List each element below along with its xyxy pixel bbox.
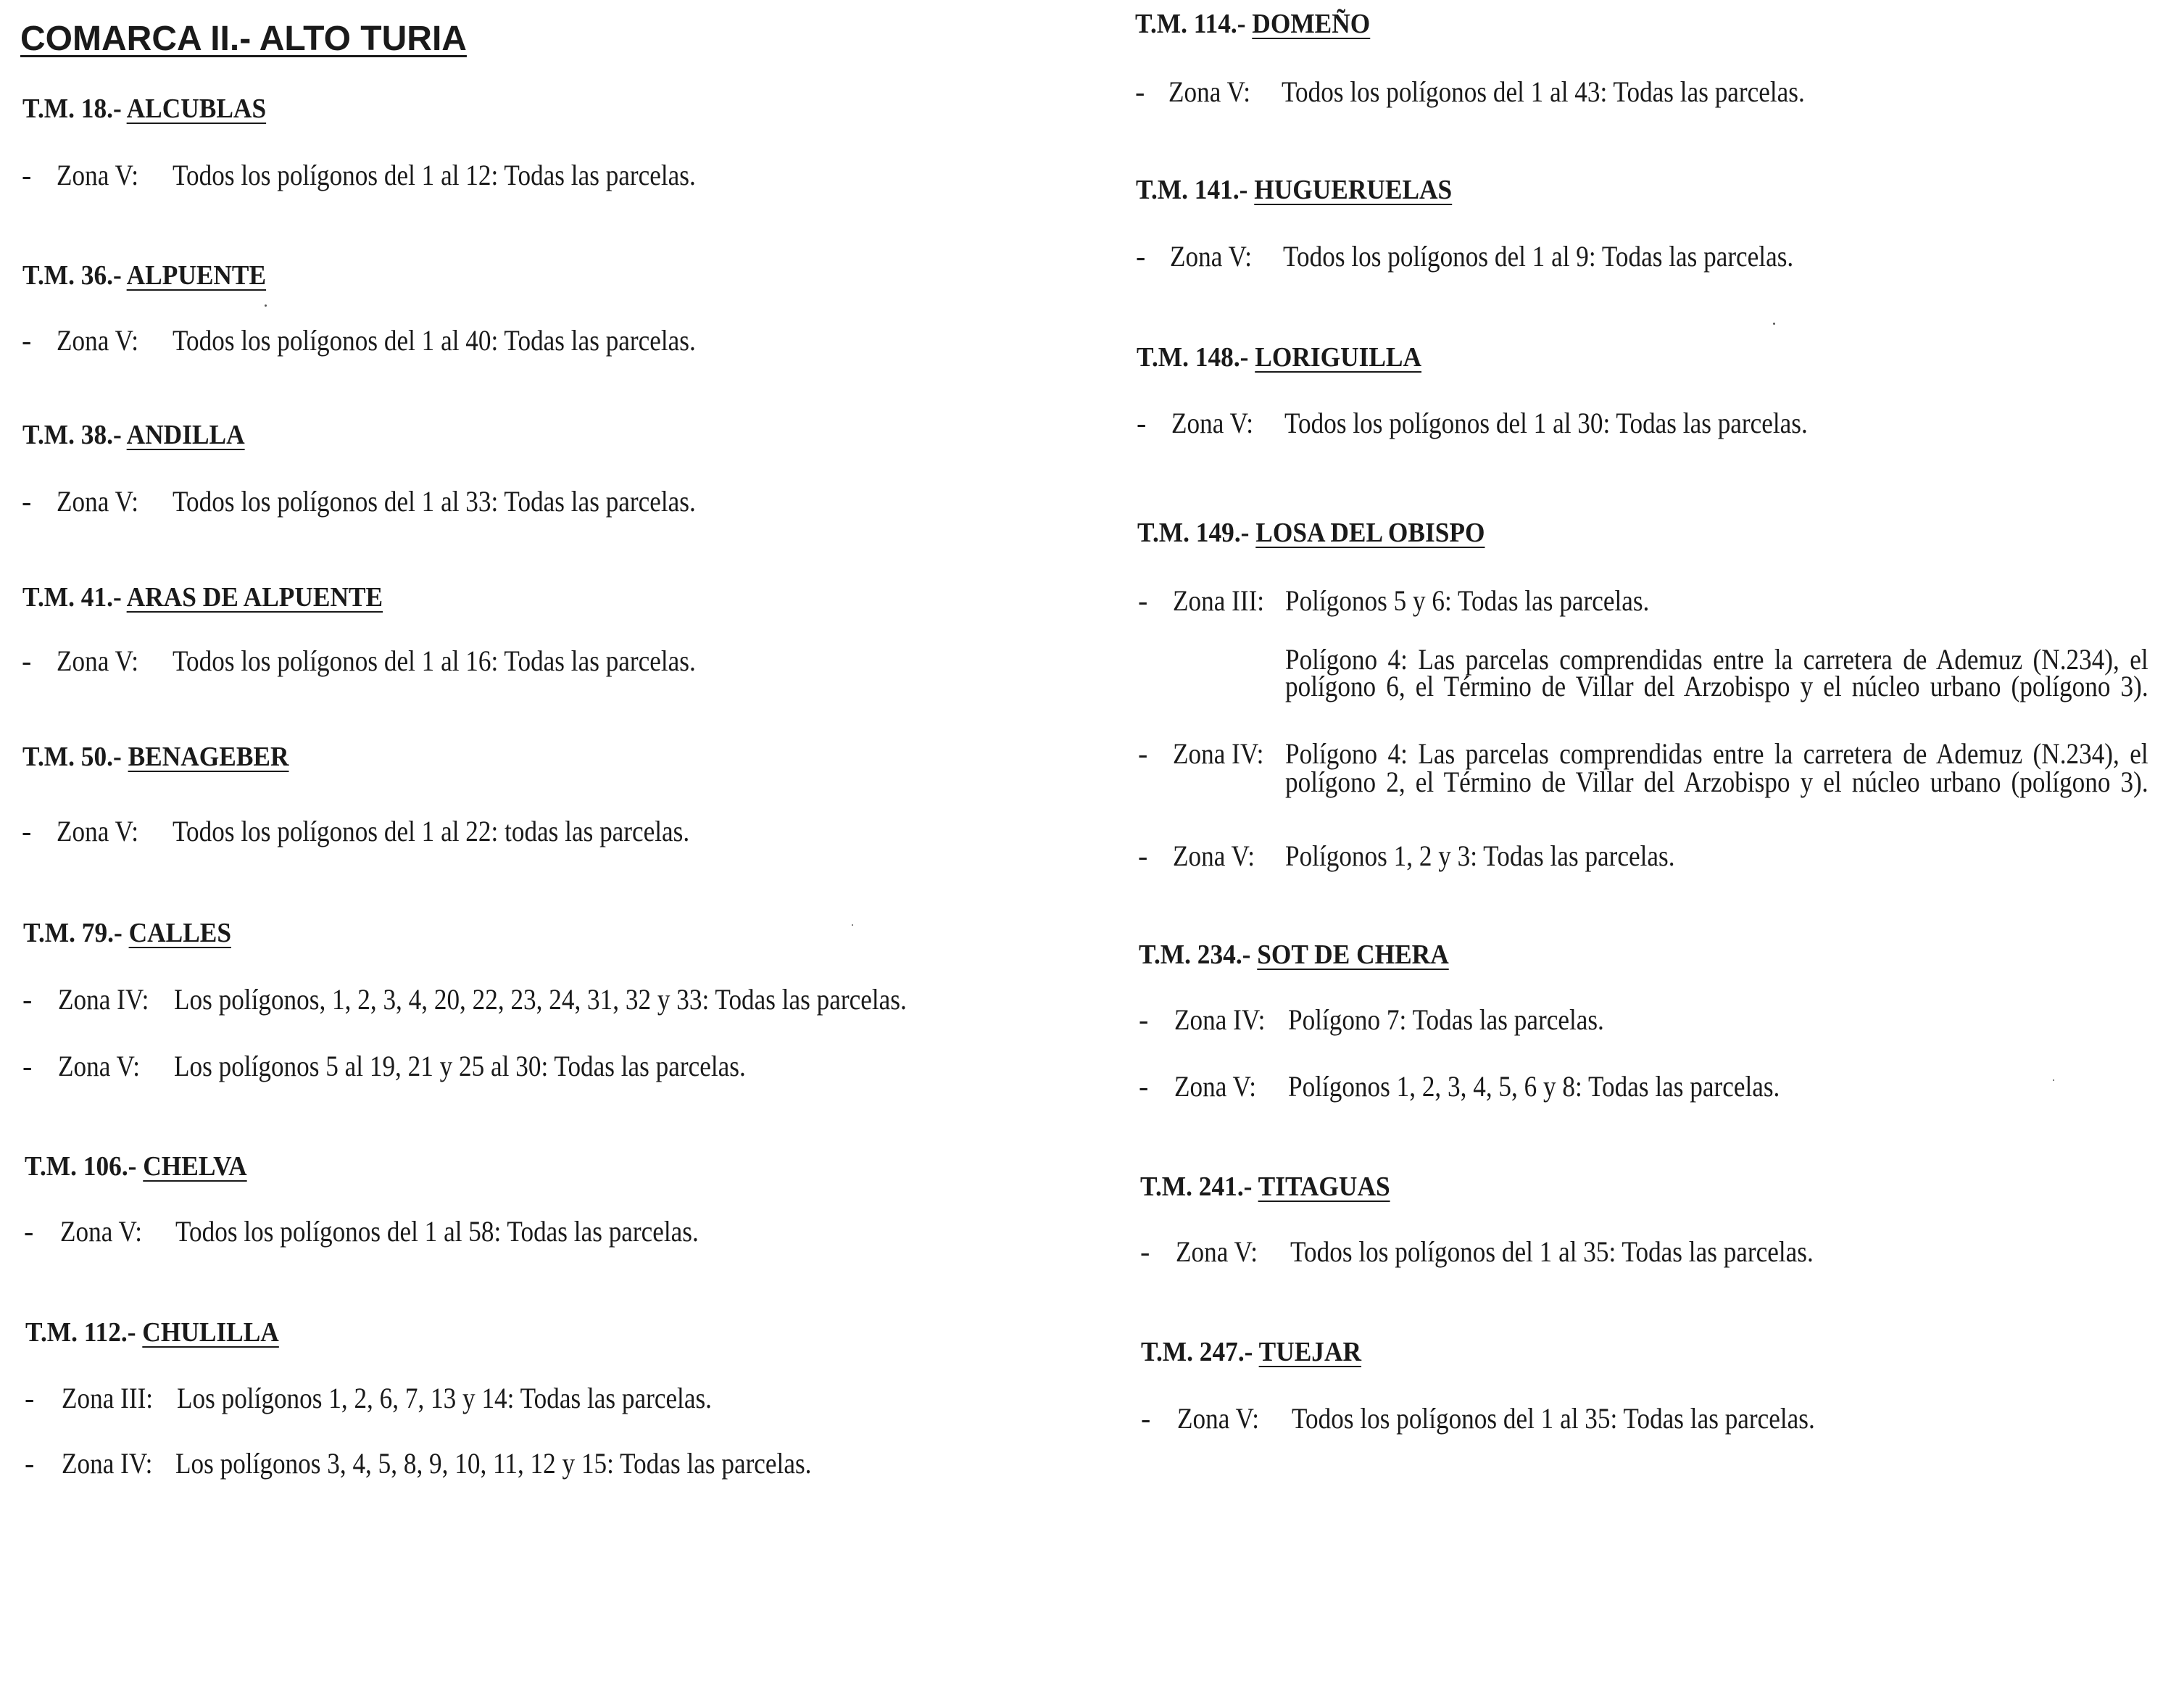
municipality-name: CHULILLA xyxy=(142,1317,279,1348)
municipality-heading xyxy=(22,262,266,289)
municipality-code: T.M. 106.- xyxy=(25,1151,137,1182)
municipality-name: TUEJAR xyxy=(1258,1337,1362,1367)
zone-label: Zona V: xyxy=(1168,75,1251,108)
bullet-dash: - xyxy=(1139,1070,1149,1103)
zone-label: Zona III: xyxy=(1173,584,1265,617)
bullet-dash: - xyxy=(22,983,33,1016)
page-title: COMARCA II.- ALTO TURIA xyxy=(20,20,467,58)
zone-description-line: polígono 6, el Término de Villar del Arzobispo y el núcleo urbano (polígono 3). xyxy=(1285,670,2148,702)
zone-label: Zona V: xyxy=(57,159,139,191)
municipality-heading xyxy=(1135,10,1370,38)
municipality-name: CHELVA xyxy=(143,1151,247,1182)
bullet-dash: - xyxy=(1139,1003,1149,1036)
municipality-name: DOMEÑO xyxy=(1252,9,1371,39)
zone-description: Todos los polígonos del 1 al 16: Todas las parcelas. xyxy=(173,644,696,677)
municipality-code: T.M. 241.- xyxy=(1140,1172,1253,1202)
zone-description-line: Polígono 4: Las parcelas comprendidas entre la carretera de Ademuz (N.234), el xyxy=(1285,643,2148,676)
municipality-code: T.M. 38.- xyxy=(22,420,122,450)
bullet-dash: - xyxy=(1137,407,1147,439)
bullet-dash: - xyxy=(1138,737,1148,770)
zone-description: Todos los polígonos del 1 al 35: Todas las parcelas. xyxy=(1292,1402,1815,1435)
zone-description: Los polígonos 5 al 19, 21 y 25 al 30: Todas las parcelas. xyxy=(174,1050,746,1082)
bullet-dash: - xyxy=(1138,839,1148,872)
zone-description: Polígonos 5 y 6: Todas las parcelas. xyxy=(1285,584,1650,617)
bullet-dash: - xyxy=(22,1050,33,1082)
zone-description: Todos los polígonos del 1 al 40: Todas las parcelas. xyxy=(173,324,696,357)
zone-label: Zona V: xyxy=(1171,407,1254,439)
municipality-code: T.M. 141.- xyxy=(1136,175,1248,205)
municipality-heading xyxy=(1139,941,1449,969)
zone-label: Zona V: xyxy=(57,815,139,847)
scan-speck xyxy=(265,304,267,307)
municipality-code: T.M. 18.- xyxy=(22,94,122,124)
municipality-code: T.M. 112.- xyxy=(25,1317,136,1348)
zone-label: Zona V: xyxy=(1174,1070,1257,1103)
zone-description: Los polígonos 3, 4, 5, 8, 9, 10, 11, 12 y 15: Todas las parcelas. xyxy=(175,1447,812,1480)
municipality-name: ARAS DE ALPUENTE xyxy=(126,582,383,613)
municipality-name: ALCUBLAS xyxy=(126,94,267,124)
zone-description-line: polígono 2, el Término de Villar del Arzobispo y el núcleo urbano (polígono 3). xyxy=(1285,766,2148,798)
zone-label: Zona V: xyxy=(1176,1235,1258,1268)
municipality-code: T.M. 114.- xyxy=(1135,9,1246,39)
zone-description: Los polígonos 1, 2, 6, 7, 13 y 14: Todas las parcelas. xyxy=(177,1382,712,1414)
municipality-code: T.M. 149.- xyxy=(1137,518,1250,548)
municipality-name: LOSA DEL OBISPO xyxy=(1255,518,1485,548)
municipality-name: LORIGUILLA xyxy=(1255,342,1422,373)
municipality-heading xyxy=(22,421,245,449)
zone-description: Todos los polígonos del 1 al 58: Todas las parcelas. xyxy=(175,1215,699,1248)
municipality-heading xyxy=(22,95,266,123)
municipality-name: HUGUERUELAS xyxy=(1254,175,1453,205)
municipality-heading xyxy=(23,919,231,947)
municipality-heading xyxy=(25,1319,279,1346)
zone-description-line: Polígono 4: Las parcelas comprendidas entre la carretera de Ademuz (N.234), el xyxy=(1285,737,2148,770)
municipality-heading xyxy=(25,1153,247,1180)
municipality-code: T.M. 50.- xyxy=(22,742,122,772)
zone-label: Zona V: xyxy=(60,1215,143,1248)
zone-label: Zona IV: xyxy=(1174,1003,1266,1036)
scan-speck xyxy=(1773,323,1775,325)
bullet-dash: - xyxy=(1141,1402,1151,1435)
zone-description: Todos los polígonos del 1 al 33: Todas las parcelas. xyxy=(173,485,696,518)
zone-description: Todos los polígonos del 1 al 35: Todas las parcelas. xyxy=(1290,1235,1814,1268)
zone-label: Zona IV: xyxy=(58,983,149,1016)
municipality-code: T.M. 247.- xyxy=(1141,1337,1253,1367)
zone-label: Zona V: xyxy=(1170,240,1253,273)
zone-description: Todos los polígonos del 1 al 30: Todas las parcelas. xyxy=(1284,407,1808,439)
municipality-heading xyxy=(1137,519,1485,547)
scan-speck xyxy=(2053,1079,2054,1081)
municipality-heading xyxy=(1137,344,1421,371)
municipality-heading xyxy=(22,584,383,611)
bullet-dash: - xyxy=(1138,584,1148,617)
zone-description: Todos los polígonos del 1 al 43: Todas las parcelas. xyxy=(1282,75,1805,108)
zone-label: Zona V: xyxy=(57,324,139,357)
bullet-dash: - xyxy=(22,485,32,518)
municipality-code: T.M. 41.- xyxy=(22,582,122,613)
zone-label: Zona V: xyxy=(57,485,139,518)
zone-label: Zona V: xyxy=(1173,839,1255,872)
municipality-code: T.M. 79.- xyxy=(23,918,123,948)
zone-label: Zona V: xyxy=(1177,1402,1260,1435)
municipality-code: T.M. 148.- xyxy=(1137,342,1249,373)
zone-description: Todos los polígonos del 1 al 22: todas las parcelas. xyxy=(173,815,690,847)
bullet-dash: - xyxy=(22,815,32,847)
zone-description: Los polígonos, 1, 2, 3, 4, 20, 22, 23, 24, 31, 32 y 33: Todas las parcelas. xyxy=(174,983,907,1016)
zone-description: Todos los polígonos del 1 al 12: Todas las parcelas. xyxy=(173,159,696,191)
municipality-heading xyxy=(1141,1338,1361,1366)
municipality-name: TITAGUAS xyxy=(1258,1172,1390,1202)
municipality-heading xyxy=(1136,176,1452,204)
bullet-dash: - xyxy=(25,1447,35,1480)
zone-description: Polígono 7: Todas las parcelas. xyxy=(1288,1003,1604,1036)
scan-speck xyxy=(852,924,853,926)
zone-label: Zona IV: xyxy=(1173,737,1264,770)
municipality-heading xyxy=(1140,1173,1390,1201)
municipality-name: CALLES xyxy=(128,918,232,948)
bullet-dash: - xyxy=(1136,240,1146,273)
bullet-dash: - xyxy=(25,1382,35,1414)
municipality-code: T.M. 234.- xyxy=(1139,940,1251,970)
municipality-name: ANDILLA xyxy=(126,420,245,450)
bullet-dash: - xyxy=(22,324,32,357)
zone-label: Zona III: xyxy=(62,1382,154,1414)
zone-label: Zona V: xyxy=(58,1050,141,1082)
zone-description: Todos los polígonos del 1 al 9: Todas las parcelas. xyxy=(1283,240,1794,273)
municipality-code: T.M. 36.- xyxy=(22,260,122,291)
bullet-dash: - xyxy=(22,644,32,677)
zone-description: Polígonos 1, 2, 3, 4, 5, 6 y 8: Todas las parcelas. xyxy=(1288,1070,1780,1103)
zone-label: Zona V: xyxy=(57,644,139,677)
municipality-heading xyxy=(22,743,289,771)
bullet-dash: - xyxy=(22,159,32,191)
municipality-name: ALPUENTE xyxy=(126,260,267,291)
bullet-dash: - xyxy=(1140,1235,1150,1268)
municipality-name: SOT DE CHERA xyxy=(1257,940,1449,970)
bullet-dash: - xyxy=(1135,75,1145,108)
zone-label: Zona IV: xyxy=(62,1447,153,1480)
municipality-name: BENAGEBER xyxy=(128,742,289,772)
bullet-dash: - xyxy=(24,1215,34,1248)
zone-description: Polígonos 1, 2 y 3: Todas las parcelas. xyxy=(1285,839,1675,872)
